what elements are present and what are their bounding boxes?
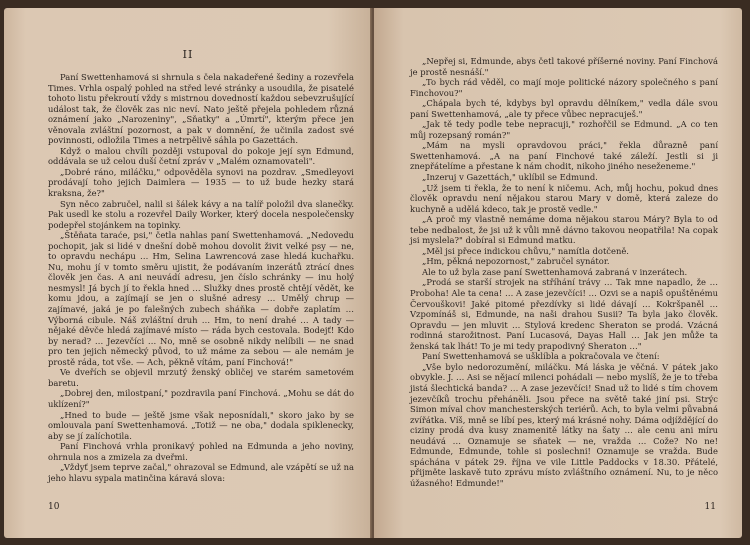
paragraph: „Mám na mysli opravdovou práci," řekla důrazně paní Swettenhamová. „A na paní Finchové také záleží. Jestli si ji znepřátelíme a přestane k nám chodit, nikoho jiného neseženeme." (410, 140, 718, 172)
page-number: 10 (48, 502, 60, 512)
paragraph: „Hned to bude — ještě jsme však neposnídali," skoro jako by se omlouvala paní Swettenhamová. „Totiž — ne oba," dodala spiklenecky, aby se jí zalíchotila. (48, 409, 354, 441)
paragraph: „Štěňata taraće, psi," četla nahlas paní Swettenhamová. „Nedovedu pochopit, jak si lidé v dnešní době mohou dovolit živit velké psy — ne, to opravdu nechápu … Hm, Selina Lawrencová zase hledá kuchařku. Nu, mohu jí v tomto směru ujistit, že podávaním inzerátů ztrácí dnes člověk jen čas. A ani neuvádí adresu, jen číslo schránky — inu holý nesmysl! Já bych jí to řekla hned … Služky dnes prostě chtějí vědět, ke komu jdou, a zajímají se jen o slušné adresy … Umělý chrup — zajímavé, jaká je po falešných zubech sháňka — dobře zaplatím … Výborná cibule. Náš zvláštní druh … Hm, to není drahé … A tady — nějaké děvče hledá zajímavé místo — ráda bych cestovala. Bodejť! Kdo by nerad? … Jezevčíci … No, mně se osobně nikdy nelíbili — ne snad pro ten jejich německý původ, to už máme za sebou — ale nemám je prostě ráda, tot vše. — Ach, pěkně vítám, paní Finchová!" (48, 230, 354, 367)
right-page-text (410, 56, 718, 488)
paragraph: Když o malou chvíli později vstupoval do pokoje její syn Edmund, oddávala se už celou duší četní zpráv v „Malém oznamovateli". (48, 145, 354, 167)
left-page (4, 8, 372, 538)
paragraph: „Dobrej den, milostpaní," pozdravila paní Finchová. „Mohu se dát do uklízení?" (48, 388, 354, 409)
paragraph: „Vždyť jsem teprve začal," ohrazoval se Edmund, ale vzápětí se už na jeho hlavu sypala matinčina káravá slova: (48, 462, 354, 483)
right-page (374, 8, 742, 538)
paragraph: „A proč my vlastně nemáme doma nějakou starou Máry? Byla to od tebe nedbalost, že jsi už k vůli mně dávno takovou neopatřila! Na copak jsi myslela?" dobíral si Edmund matku. (410, 214, 718, 246)
page-number: 11 (704, 502, 716, 512)
paragraph: „Nepřej si, Edmunde, abys četl takové příšerné noviny. Paní Finchová je prostě nesnáší." (410, 56, 718, 77)
paragraph: „Měl jsi přece indickou chůvu," namítla dotčeně. (422, 245, 629, 256)
paragraph: „To bych rád věděl, co mají moje politické názory společného s paní Finchovou?" (410, 77, 718, 98)
chapter-heading: II (182, 48, 194, 61)
paragraph: „Hm, pěkná nepozornost," zabručel synátor. (422, 256, 610, 267)
paragraph: „Vše bylo nedorozumění, miláčku. Má láska je věčná. V pátek jako obvykle. J. … Asi se nějací milenci pohádali — nebo myslíš, že je to třeba jistá šlechtická banda? … A zase jezevčíci! Snad už to lidé s tím chovem jezevčíků trochu přeháněli. Jsou přece na světě také jiní psi. Strýc Simon míval chov manchesterských teriérů. Ach, to byla velmi půvabná zvířátka. Víš, mně se líbí pes, který má krásné nohy. Dáma odjíždějící do ciziny prodá dva kusy znamenitě látky na šaty … ale cenu ani míru neudává … Oznamuje se sňatek — ne, vražda … Cože? No ne! Edmunde, Edmunde, tohle si poslechni! Oznamuje se vražda. Bude spáchána v pátek 29. října ve vile Little Paddocks v 18.30. Přátelé, přijměte laskavě tuto zprávu místo zvláštního oznámení. Nu, to je něco úžasného! Edmunde!" (410, 361, 718, 488)
paragraph: „Jak tě tedy podle tebe nepracuji," rozhořčil se Edmund. „A co ten můj rozepsaný román?" (410, 119, 718, 140)
paragraph: „Dobré ráno, miláčku," odpověděla synovi na pozdrav. „Smedleyovi prodávají toho jejich Daimlera — 1935 — to už bude hezky stará kraksna, že?" (48, 166, 354, 199)
paragraph: Paní Swettenhamová se ušklíbla a pokračovala ve čtení: (422, 351, 660, 362)
paragraph: „Chápala bych té, kdybys byl opravdu dělníkem," vedla dále svou paní Swettenhamová, „ale ty přece vůbec nepracuješ." (410, 98, 718, 119)
paragraph: „Prodá se starší strojek na stříhání trávy … Tak mne napadlo, že … Proboha! Ale ta cena! … A zase jezevčíci! … Ozvi se a napiš opuštěnému Červouškovi! Jaké pitomé přezdívky si lidé dávají … Kokršpaněl … Vzpomínáš si, Edmunde, na naši drahou Susii? Ta byla jako člověk. Opravdu — jen mluvit … Stylová kredenc Sheraton se prodá. Vzácná rodinná starožitnost. Paní Lucasová, Dayas Hall … Jak jen může ta ženská tak lhát! To je mi tedy prapodivný Sheraton …" (410, 277, 718, 351)
left-page-text (48, 72, 354, 483)
paragraph: „Už jsem ti řekla, že to není k ničemu. Ach, můj hochu, pokud dnes člověk opravdu není nějakou starou Mary v domě, která zaleze do kuchyně a udělá kdeco, tak je prostě vedle." (410, 182, 718, 214)
paragraph: Ale to už byla zase paní Swettenhamová zabraná v inzerátech. (422, 266, 688, 277)
paragraph: Ve dveřích se objevil mrzutý ženský obličej ve starém sametovém baretu. (48, 367, 354, 388)
paragraph: Syn něco zabručel, nalil si šálek kávy a na talíř položil dva slanečky. Pak usedl ke stolu a rozevřel Daily Worker, který docela nespolečensky podepřel stojánkem na topinky. (48, 198, 354, 230)
paragraph: „Inzeruj v Gazettách," uklíbil se Edmund. (422, 172, 598, 183)
paragraph: Paní Swettenhamová si shrnula s čela nakadeřené šediny a rozevřela Times. Vrhla ospalý pohled na střed levé stránky a usoudila, že pisatelé tohoto listu překroutí vždy s mistrnou dovedností každou sebevzrušující událost tak, že člověk zas nic neví. Nato ještě přejela pohledem různá oznámení jako „Narozeniny", „Sňatky" a „Úmrtí", kterým přece jen věnovala zvláštní pozornost, a pak v domnění, že učinila zadost své povinnosti, odložila Times a netrpělivě sáhla po Gazettách. (48, 72, 354, 146)
paragraph: Paní Finchová vrhla pronikavý pohled na Edmunda a jeho noviny, ohrnula nos a zmizela za dveřmi. (48, 441, 354, 462)
